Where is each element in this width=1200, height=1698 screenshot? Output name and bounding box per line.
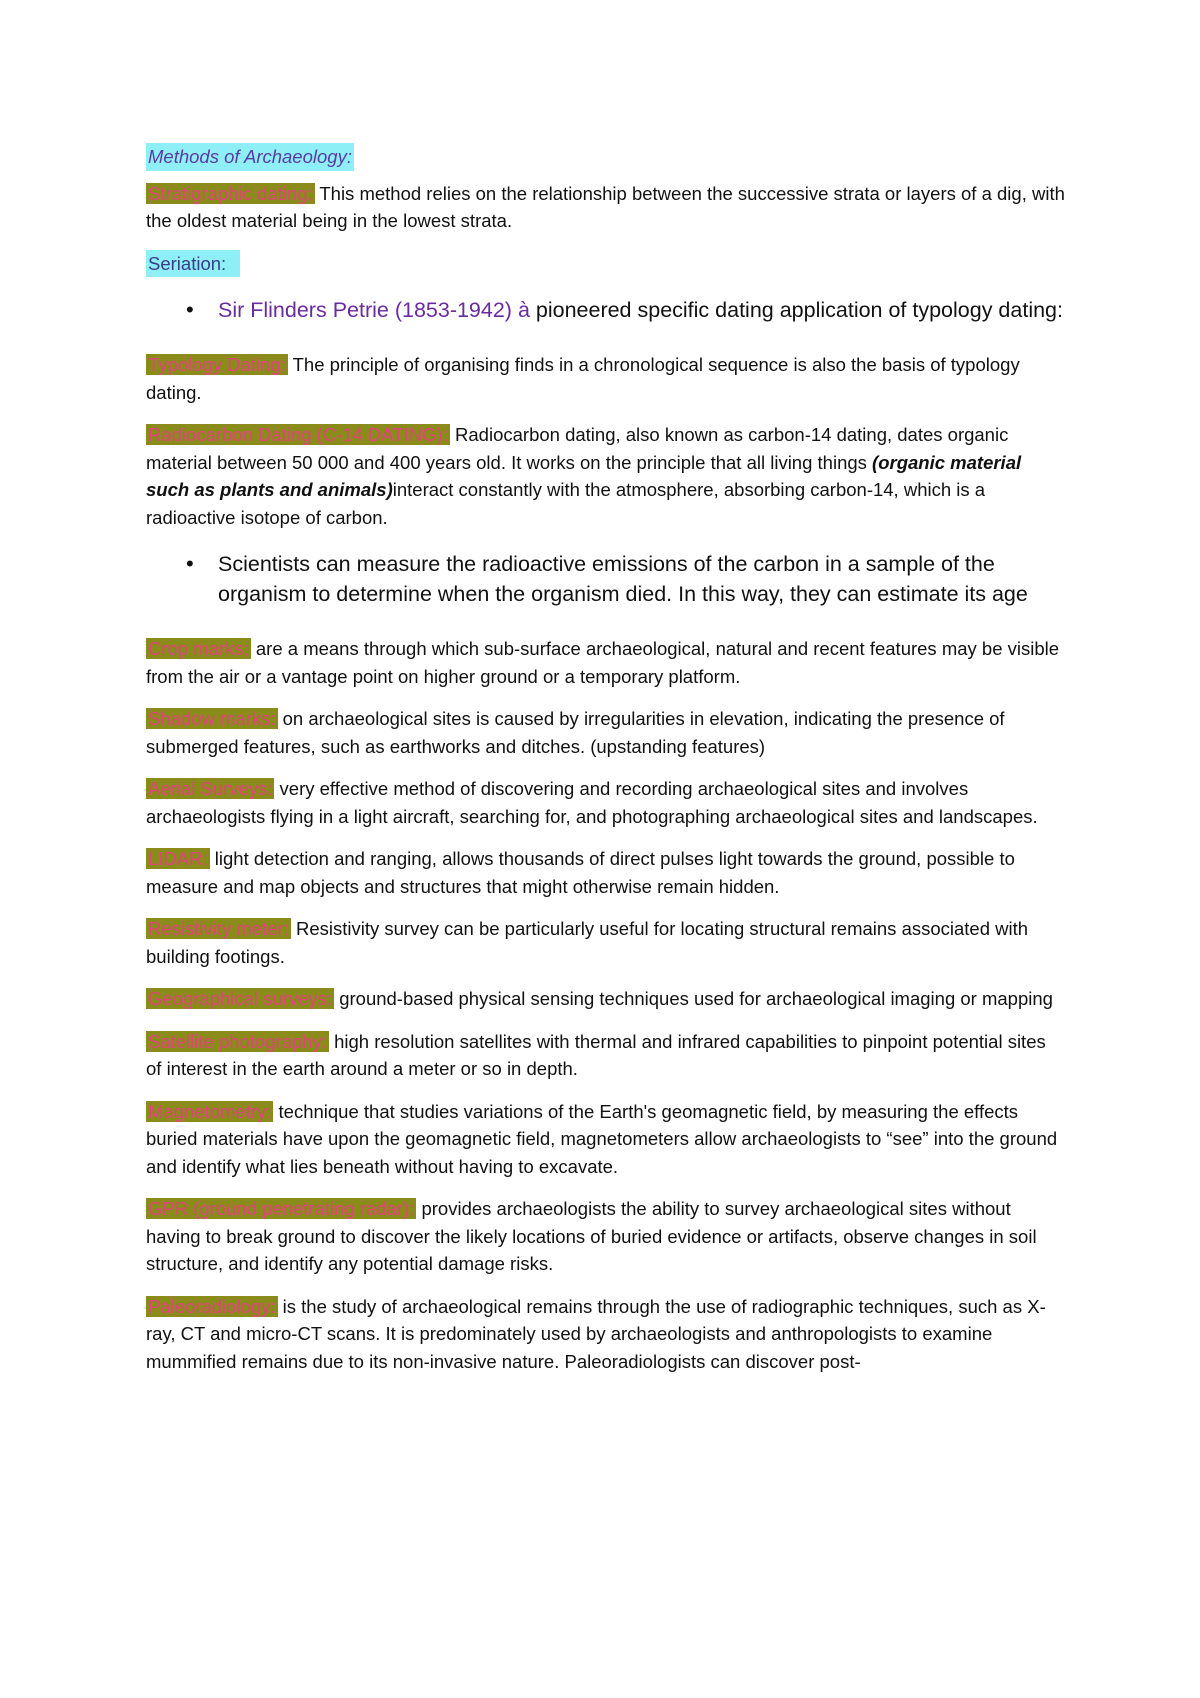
paragraph-radiocarbon: [146, 421, 1066, 531]
method-paragraph: [146, 845, 1066, 900]
method-paragraph: [146, 635, 1066, 690]
term-typology-dating: Typology Dating:: [148, 354, 286, 375]
method-term: LIDAR:: [148, 848, 208, 869]
page-title: Methods of Archaeology:: [146, 143, 354, 171]
method-term: Satellite photography:: [148, 1030, 327, 1052]
method-paragraph: [146, 1293, 1066, 1376]
typology-text: The principle of organising finds in a chronological sequence is also the basis of typology dating.: [146, 354, 1020, 403]
method-paragraph: [146, 1028, 1066, 1083]
method-text: Resistivity survey can be particularly useful for locating structural remains associated with building footings.: [146, 918, 1029, 967]
method-text: very effective method of discovering and recording archaeological sites and involves archaeologists flying in a light aircraft, searching for, and photographing archaeological sites and landscapes.: [146, 778, 1038, 827]
term-stratigraphic-dating: Stratigraphic dating:: [148, 182, 313, 204]
bullet-dot-icon: •: [186, 551, 194, 576]
method-paragraph: [146, 985, 1066, 1013]
seriation-row: [146, 250, 1066, 278]
petrie-name: Sir Flinders Petrie (1853-1942) à: [218, 298, 530, 322]
method-paragraph: [146, 705, 1066, 760]
paragraph-stratigraphic: [146, 180, 1066, 235]
document-body: [146, 143, 1066, 1390]
method-text: provides archaeologists the ability to survey archaeological sites without having to break ground to discover the likely locations of buried evidence or artifacts, observe changes in soil structure, and identify any potential damage risks.: [146, 1198, 1037, 1274]
bullet-dot-icon: •: [186, 297, 194, 322]
method-paragraph: [146, 775, 1066, 830]
method-text: on archaeological sites is caused by irregularities in elevation, indicating the presence of submerged features, such as earthworks and ditches. (upstanding features): [146, 708, 1005, 757]
method-text: ground-based physical sensing techniques used for archaeological imaging or mapping: [334, 988, 1053, 1009]
method-term: Shadow marks:: [148, 708, 276, 729]
method-paragraph: [146, 1195, 1066, 1278]
method-term: Aerial Surveys:: [148, 778, 273, 799]
method-text: are a means through which sub-surface archaeological, natural and recent features may be visible from the air or a vantage point on higher ground or a temporary platform.: [146, 638, 1060, 687]
petrie-text: pioneered specific dating application of typology dating:: [529, 298, 1063, 322]
method-text: technique that studies variations of the Earth's geomagnetic field, by measuring the effects buried materials have upon the geomagnetic field, magnetometers allow archaeologists to “see” into the ground and identify what lies beneath without having to excavate.: [146, 1100, 1058, 1177]
seriation-heading: Seriation:: [146, 250, 240, 278]
method-text: light detection and ranging, allows thousands of direct pulses light towards the ground, possible to measure and map objects and structures that might otherwise remain hidden.: [146, 848, 1015, 897]
method-paragraph: [146, 1098, 1066, 1181]
method-paragraph: [146, 915, 1066, 970]
radiocarbon-emphasis: (organic material such as plants and animals): [146, 451, 1022, 500]
radiocarbon-text-before: Radiocarbon dating, also known as carbon-14 dating, dates organic material between 50 000 and 400 years old. It works on the principle that all living things: [146, 424, 1009, 473]
method-term: Magnetometry:: [148, 1100, 272, 1122]
radiocarbon-text-after: interact constantly with the atmosphere, absorbing carbon-14, which is a radioactive isotope of carbon.: [146, 479, 986, 528]
term-radiocarbon-dating: Radiocarbon Dating (C-14 DATING):: [148, 424, 448, 445]
method-text: is the study of archaeological remains through the use of radiographic techniques, such as X-ray, CT and micro-CT scans. It is predominately used by archaeologists and anthropologists to examine mummified remains due to its non-invasive nature. Paleoradiologists can discover post-: [146, 1295, 1046, 1372]
stratigraphic-text: This method relies on the relationship between the successive strata or layers of a dig, with the oldest material being in the lowest strata.: [146, 182, 1065, 231]
method-term: Resistivity meter:: [148, 918, 289, 939]
bullet-petrie: [146, 295, 1066, 325]
method-term: Crop marks:: [148, 638, 249, 659]
method-term: GPR (ground penetrating radar):: [148, 1198, 415, 1219]
method-term: Geographical surveys:: [148, 988, 333, 1009]
method-text: high resolution satellites with thermal and infrared capabilities to pinpoint potential sites of interest in the earth around a meter or so in depth.: [146, 1030, 1046, 1079]
paragraph-typology: [146, 351, 1066, 406]
bullet-scientists: [146, 549, 1066, 609]
scientists-text: Scientists can measure the radioactive emissions of the carbon in a sample of the organism to determine when the organism died. In this way, they can estimate its age: [218, 552, 1028, 606]
method-list: [146, 635, 1066, 1375]
method-term: Paleoradiology:: [148, 1295, 276, 1317]
